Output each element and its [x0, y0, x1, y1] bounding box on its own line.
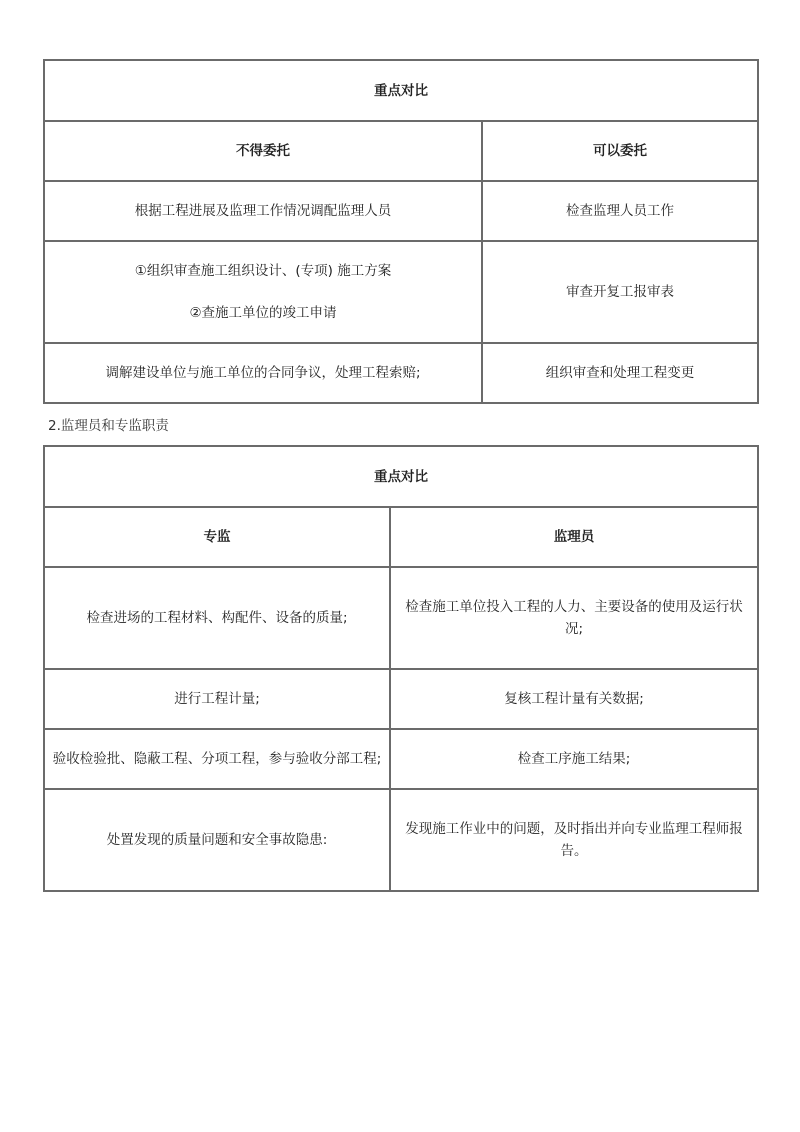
- cell-right: 发现施工作业中的问题，及时指出并向专业监理工程师报告。: [390, 789, 758, 891]
- table-row: [44, 729, 758, 789]
- cell-left: 调解建设单位与施工单位的合同争议，处理工程索赔;: [44, 343, 482, 403]
- cell-left: 进行工程计量;: [44, 669, 390, 729]
- cell-left: 根据工程进展及监理工作情况调配监理人员: [44, 181, 482, 241]
- table-row: [44, 567, 758, 669]
- table-duties: [43, 445, 759, 892]
- table-row: [44, 789, 758, 891]
- cell-right: 检查监理人员工作: [482, 181, 758, 241]
- column-header-cannot-delegate: 不得委托: [44, 121, 482, 181]
- cell-left: 验收检验批、隐蔽工程、分项工程，参与验收分部工程;: [44, 729, 390, 789]
- cell-right: 复核工程计量有关数据;: [390, 669, 758, 729]
- table-delegation: [43, 59, 759, 404]
- column-header-supervisor: 监理员: [390, 507, 758, 567]
- table-title: 重点对比: [44, 446, 758, 507]
- cell-right: 检查施工单位投入工程的人力、主要设备的使用及运行状况;: [390, 567, 758, 669]
- table-row: [44, 241, 758, 343]
- table-row: [44, 343, 758, 403]
- table-row: [44, 181, 758, 241]
- column-header-specialist: 专监: [44, 507, 390, 567]
- cell-right: 审查开复工报审表: [482, 241, 758, 343]
- cell-left: 检查进场的工程材料、构配件、设备的质量;: [44, 567, 390, 669]
- cell-left: ①组织审查施工组织设计、(专项) 施工方案 ②查施工单位的竣工申请: [44, 241, 482, 343]
- cell-right: 检查工序施工结果;: [390, 729, 758, 789]
- column-header-can-delegate: 可以委托: [482, 121, 758, 181]
- table-row: [44, 669, 758, 729]
- section-caption: 2.监理员和专监职责: [48, 418, 169, 434]
- cell-left: 处置发现的质量问题和安全事故隐患:: [44, 789, 390, 891]
- cell-right: 组织审查和处理工程变更: [482, 343, 758, 403]
- table-title: 重点对比: [44, 60, 758, 121]
